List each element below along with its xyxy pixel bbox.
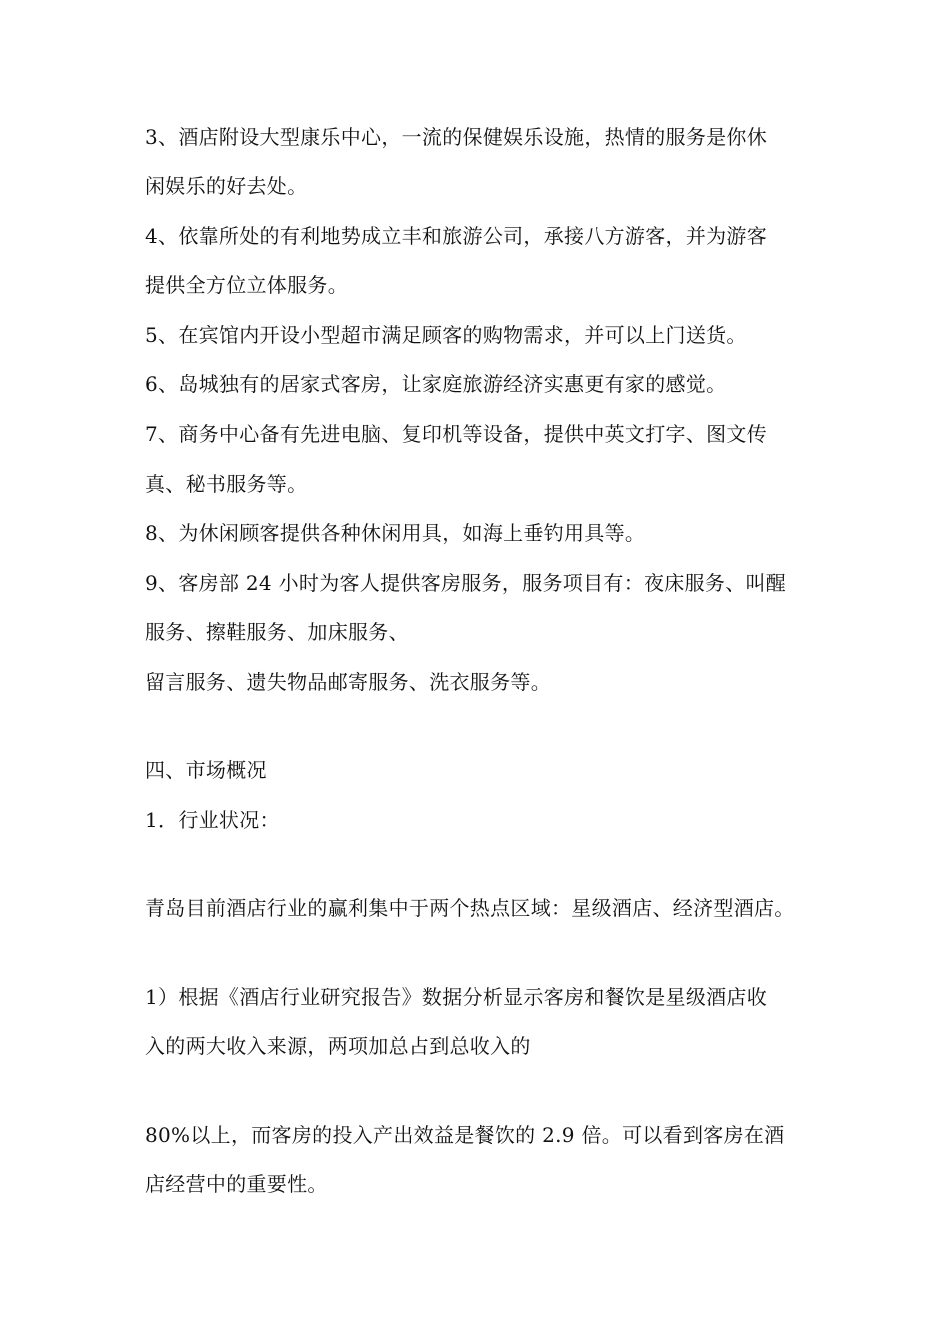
text-line: 店经营中的重要性。 — [145, 1172, 328, 1196]
text-line: 闲娱乐的好去处。 — [145, 174, 308, 198]
text-line: 80%以上，而客房的投入产出效益是餐饮的 2.9 倍。可以看到客房在酒 — [145, 1123, 785, 1147]
text-line: 3、酒店附设大型康乐中心，一流的保健娱乐设施，热情的服务是你休 — [145, 125, 768, 149]
text-line: 提供全方位立体服务。 — [145, 273, 348, 297]
text-line: 5、在宾馆内开设小型超市满足顾客的购物需求，并可以上门送货。 — [145, 323, 747, 347]
text-line: 9、客房部 24 小时为客人提供客房服务，服务项目有：夜床服务、叫醒 — [145, 571, 787, 595]
text-line: 服务、擦鞋服务、加床服务、 — [145, 620, 409, 644]
text-line: 7、商务中心备有先进电脑、复印机等设备，提供中英文打字、图文传 — [145, 422, 768, 446]
text-line: 入的两大收入来源，两项加总占到总收入的 — [145, 1034, 531, 1058]
text-line: 8、为休闲顾客提供各种休闲用具，如海上垂钓用具等。 — [145, 521, 646, 545]
text-line: 6、岛城独有的居家式客房，让家庭旅游经济实惠更有家的感觉。 — [145, 372, 727, 396]
text-line: 真、秘书服务等。 — [145, 472, 308, 496]
text-line: 青岛目前酒店行业的赢利集中于两个热点区域：星级酒店、经济型酒店。 — [145, 896, 795, 920]
text-line: 4、依靠所处的有利地势成立丰和旅游公司，承接八方游客，并为游客 — [145, 224, 768, 248]
section-heading: 四、市场概况 — [145, 758, 267, 782]
text-line: 留言服务、遗失物品邮寄服务、洗衣服务等。 — [145, 670, 551, 694]
subsection-heading: 1．行业状况： — [145, 808, 280, 832]
text-line: 1）根据《酒店行业研究报告》数据分析显示客房和餐饮是星级酒店收 — [145, 985, 768, 1009]
